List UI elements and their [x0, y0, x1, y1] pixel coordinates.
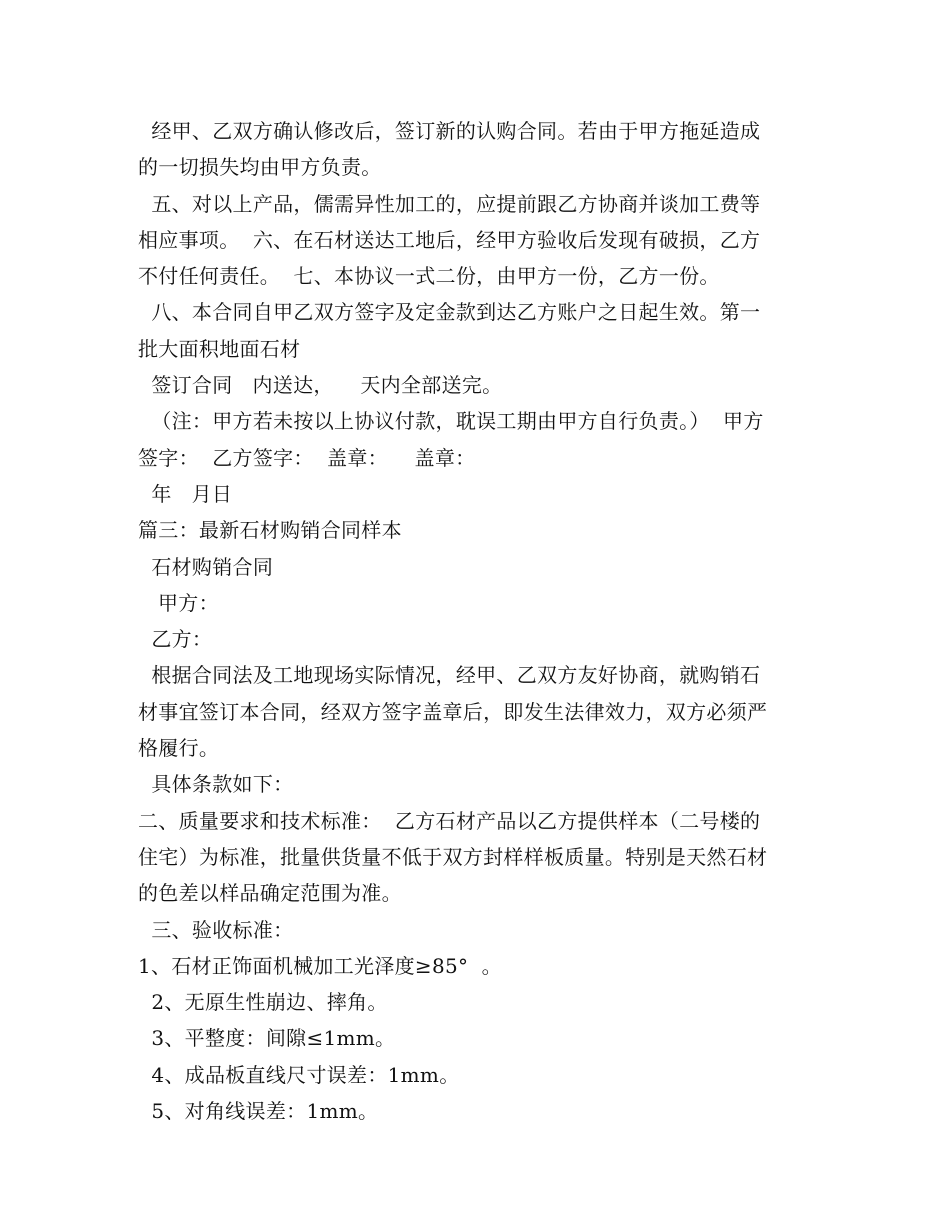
text-line: 不付任何责任。 七、本协议一式二份，由甲方一份，乙方一份。 — [138, 264, 720, 289]
text-line: 材事宜签订本合同，经双方签字盖章后，即发生法律效力，双方必须严 — [138, 699, 768, 724]
list-item: 5、对角线误差：1mm。 — [138, 1099, 379, 1124]
text-line: （注：甲方若未按以上协议付款，耽误工期由甲方自行负责。） 甲方 — [138, 409, 764, 434]
text-line: 根据合同法及工地现场实际情况，经甲、乙双方友好协商，就购销石 — [138, 663, 761, 688]
text-line: 具体条款如下： — [138, 772, 294, 797]
text-line: 年 月日 — [138, 481, 233, 506]
text-line: 的色差以样品确定范围为准。 — [138, 881, 402, 906]
text-line: 批大面积地面石材 — [138, 336, 301, 361]
list-item: 1、石材正饰面机械加工光泽度≥85° 。 — [138, 953, 502, 978]
list-item: 4、成品板直线尺寸误差：1mm。 — [138, 1062, 460, 1087]
party-b-label: 乙方： — [138, 627, 213, 652]
text-line: 格履行。 — [138, 736, 220, 761]
text-line: 签订合同 内送达， 天内全部送完。 — [138, 373, 503, 398]
document-page — [138, 113, 816, 1129]
list-item: 3、平整度：间隙≤1mm。 — [138, 1026, 396, 1051]
list-item: 2、无原生性崩边、摔角。 — [138, 990, 388, 1015]
text-line: 签字： 乙方签字： 盖章： 盖章： — [138, 445, 476, 470]
contract-title: 石材购销合同 — [138, 554, 274, 579]
section-heading: 篇三：最新石材购销合同样本 — [138, 518, 402, 543]
text-line: 的一切损失均由甲方负责。 — [138, 155, 382, 180]
text-line: 八、本合同自甲乙双方签字及定金款到达乙方账户之日起生效。第一 — [138, 300, 761, 325]
text-line: 住宅）为标准，批量供货量不低于双方封样样板质量。特别是天然石材 — [138, 844, 768, 869]
text-line: 相应事项。 六、在石材送达工地后，经甲方验收后发现有破损，乙方 — [138, 227, 761, 252]
text-line: 五、对以上产品，儒需异性加工的，应提前跟乙方协商并谈加工费等 — [138, 191, 761, 216]
text-line: 二、质量要求和技术标准： 乙方石材产品以乙方提供样本（二号楼的 — [138, 808, 761, 833]
party-a-label: 甲方： — [138, 590, 219, 615]
text-line: 经甲、乙双方确认修改后，签订新的认购合同。若由于甲方拖延造成 — [138, 119, 761, 143]
text-line: 三、验收标准： — [138, 917, 294, 942]
